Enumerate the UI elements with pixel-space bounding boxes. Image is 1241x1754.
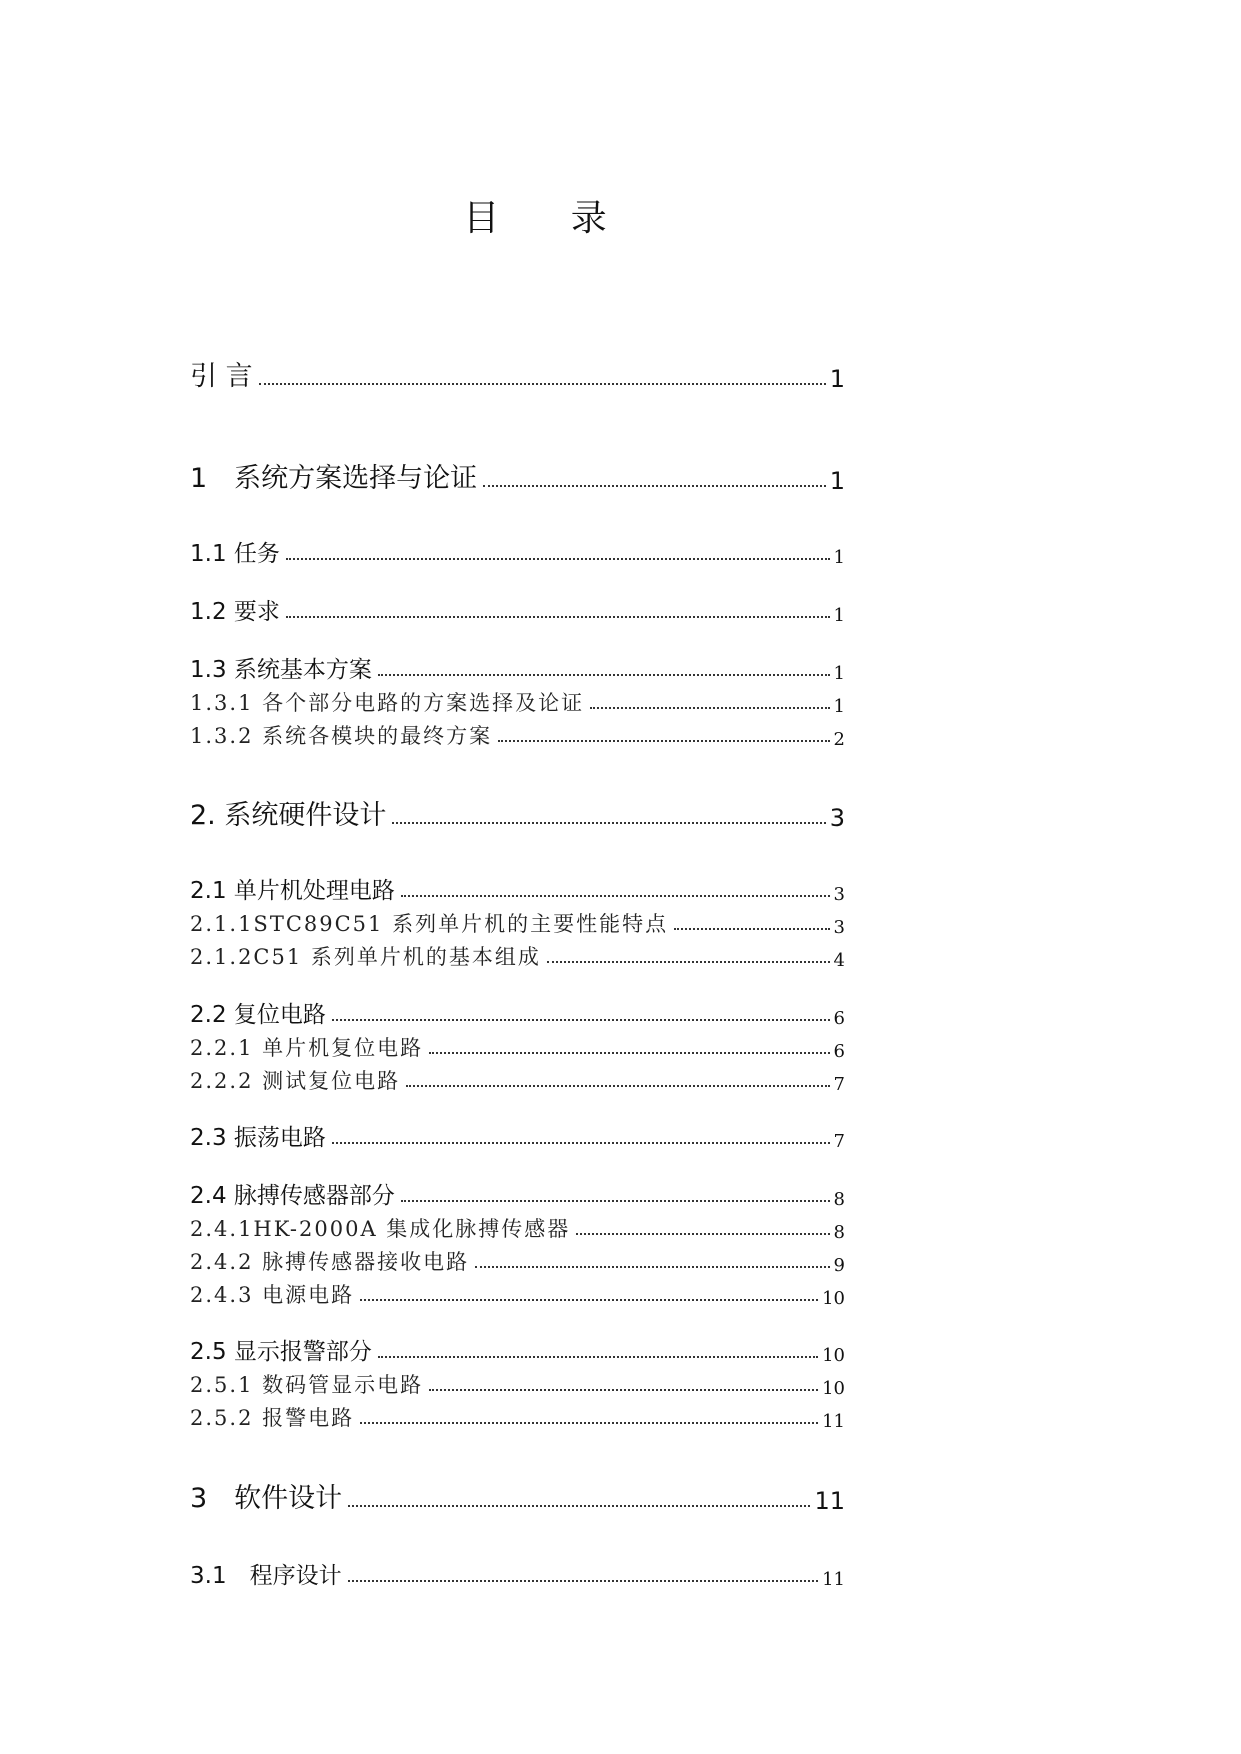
toc-leader (259, 382, 826, 385)
toc-entry-1-3-2[interactable] (190, 710, 845, 750)
toc-label: 2. 系统硬件设计 (190, 800, 387, 831)
page-title (0, 190, 1070, 241)
toc-page-number: 1 (833, 663, 845, 684)
toc-label: 2.5.1 数码管显示电路 (190, 1373, 424, 1397)
toc-leader (401, 894, 830, 897)
toc-page-number: 11 (822, 1411, 845, 1432)
toc-label: 1.2 要求 (190, 599, 280, 625)
toc-label: 2.4.1HK-2000A 集成化脉搏传感器 (190, 1217, 571, 1241)
toc-entry-2-4-3[interactable] (190, 1269, 845, 1309)
toc-leader (429, 1388, 818, 1391)
toc-label: 2.1.1STC89C51 系列单片机的主要性能特点 (190, 912, 669, 936)
toc-entry-3-1[interactable] (190, 1550, 845, 1590)
toc-page-number: 6 (833, 1008, 845, 1029)
toc-leader (360, 1421, 818, 1424)
toc-label: 2.1 单片机处理电路 (190, 878, 395, 904)
toc-page-number: 7 (833, 1074, 845, 1095)
toc-label: 2.5 显示报警部分 (190, 1339, 372, 1365)
toc-entry-2-1-2[interactable] (190, 931, 845, 971)
toc-leader (392, 821, 825, 824)
toc-page-number: 7 (833, 1131, 845, 1152)
toc-page-number: 3 (829, 804, 845, 832)
toc-label: 3.1 程序设计 (190, 1563, 342, 1589)
toc-page-number: 2 (833, 729, 845, 750)
toc-leader (332, 1141, 830, 1144)
toc-page-number: 10 (822, 1378, 845, 1399)
toc-label: 引 言 (190, 361, 253, 392)
toc-label: 2.3 振荡电路 (190, 1125, 326, 1151)
toc-label: 1.3 系统基本方案 (190, 657, 372, 683)
toc-leader (576, 1232, 829, 1235)
toc-label: 1 系统方案选择与论证 (190, 463, 478, 494)
toc-leader (378, 673, 830, 676)
toc-entry-intro[interactable] (190, 353, 845, 393)
toc-entry-chapter-1[interactable] (190, 455, 845, 495)
toc-leader (286, 557, 830, 560)
toc-leader (286, 615, 830, 618)
toc-leader (401, 1199, 830, 1202)
toc-label: 2.1.2C51 系列单片机的基本组成 (190, 945, 541, 969)
toc-label: 2.4.3 电源电路 (190, 1283, 355, 1307)
toc-label: 2.2 复位电路 (190, 1002, 326, 1028)
toc-entry-1-1[interactable] (190, 528, 845, 568)
toc-page-number: 8 (833, 1189, 845, 1210)
toc-leader (590, 706, 829, 709)
toc-leader (498, 739, 829, 742)
toc-page-number: 1 (833, 605, 845, 626)
toc-page-number: 11 (822, 1569, 845, 1590)
toc-label: 2.2.2 测试复位电路 (190, 1069, 401, 1093)
toc-leader (378, 1355, 818, 1358)
toc-entry-chapter-3[interactable] (190, 1475, 845, 1515)
toc-label: 1.1 任务 (190, 541, 280, 567)
toc-label: 2.4 脉搏传感器部分 (190, 1183, 395, 1209)
toc-leader (674, 927, 829, 930)
toc-page-number: 1 (829, 365, 845, 393)
toc-leader (348, 1504, 810, 1507)
toc-leader (348, 1579, 819, 1582)
toc-page-number: 3 (833, 917, 845, 938)
toc-leader (547, 960, 830, 963)
toc-page-number: 9 (833, 1255, 845, 1276)
toc-entry-2-2-2[interactable] (190, 1055, 845, 1095)
toc-leader (332, 1018, 830, 1021)
toc-page-number: 10 (822, 1288, 845, 1309)
toc-page-number: 6 (833, 1041, 845, 1062)
toc-entry-chapter-2[interactable] (190, 792, 845, 832)
toc-page-number: 1 (829, 467, 845, 495)
toc-page-number: 1 (833, 547, 845, 568)
toc-leader (429, 1051, 829, 1054)
toc-page-number: 1 (833, 696, 845, 717)
toc-leader (483, 484, 826, 487)
page-title-left: 目 (463, 198, 500, 239)
toc-label: 2.5.2 报警电路 (190, 1406, 355, 1430)
toc-entry-1-2[interactable] (190, 586, 845, 626)
toc-label: 2.4.2 脉搏传感器接收电路 (190, 1250, 470, 1274)
toc-page-number: 3 (833, 884, 845, 905)
toc-label: 1.3.2 系统各模块的最终方案 (190, 724, 493, 748)
toc-leader (360, 1298, 818, 1301)
toc-leader (406, 1084, 829, 1087)
toc-label: 1.3.1 各个部分电路的方案选择及论证 (190, 691, 585, 715)
toc-label: 2.2.1 单片机复位电路 (190, 1036, 424, 1060)
toc-entry-2-5-2[interactable] (190, 1392, 845, 1432)
toc-page-number: 4 (833, 950, 845, 971)
toc-entry-2-3[interactable] (190, 1112, 845, 1152)
toc-page-number: 8 (833, 1222, 845, 1243)
page-title-right: 录 (570, 198, 607, 239)
toc-page-number: 11 (814, 1487, 845, 1515)
toc-label: 3 软件设计 (190, 1483, 343, 1514)
toc-page-number: 10 (822, 1345, 845, 1366)
toc-leader (475, 1265, 829, 1268)
